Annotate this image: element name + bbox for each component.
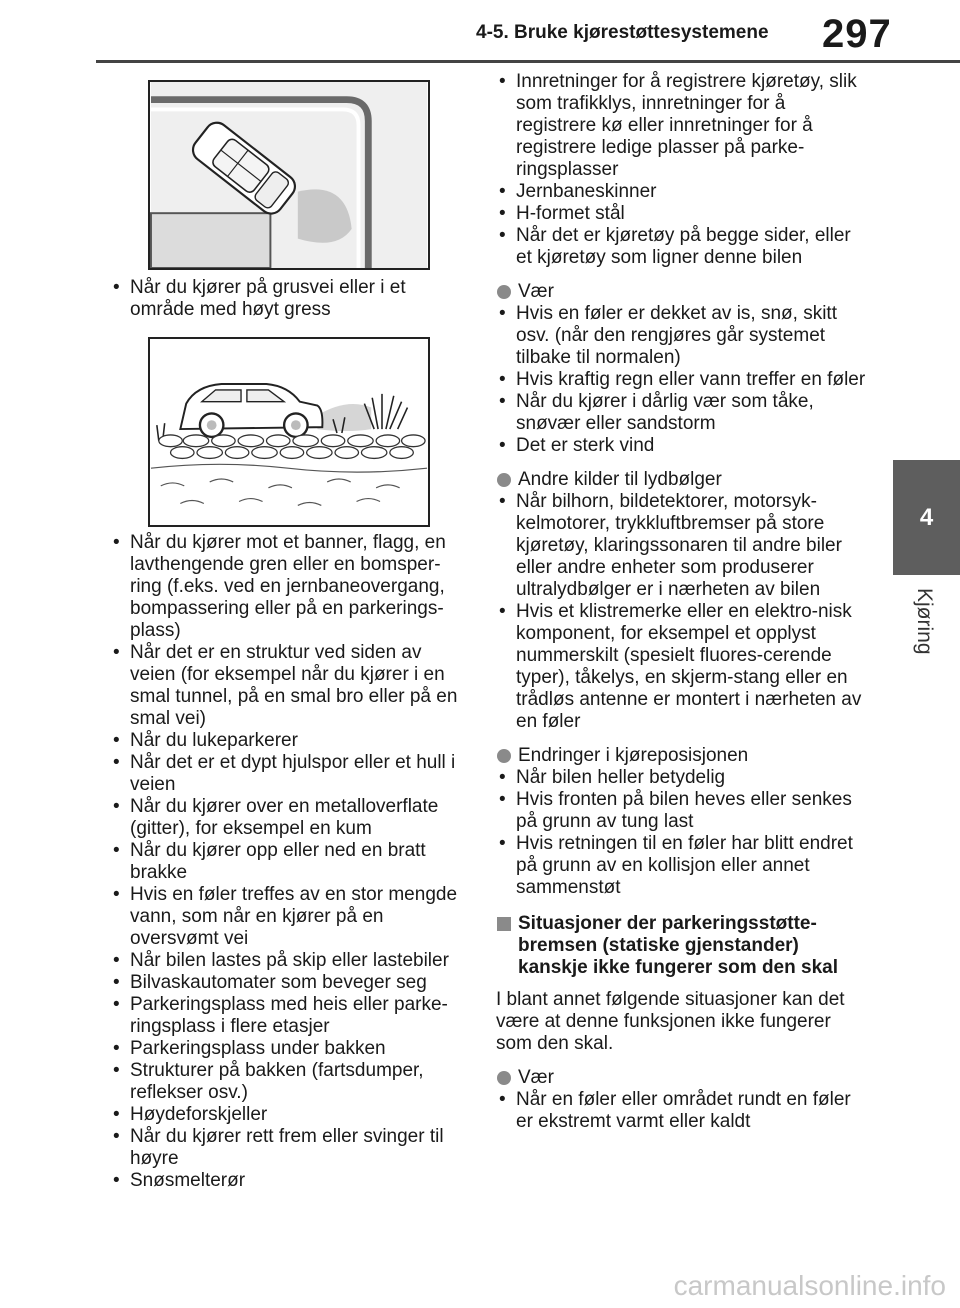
illustration-car-turning — [148, 80, 430, 270]
bullet-list — [496, 767, 866, 899]
circle-bullet-icon — [497, 285, 511, 299]
car-turning-drawing — [150, 82, 428, 268]
bullet-list — [496, 71, 866, 269]
list-item: • Når du kjører rett frem eller svinger til høyre — [110, 1126, 470, 1170]
left-column-top — [110, 277, 470, 321]
list-item: • Når bilen lastes på skip eller lastebiler — [110, 950, 470, 972]
list-item: • Når det er et dypt hjulspor eller et hull i veien — [110, 752, 470, 796]
list-item: • Hvis fronten på bilen heves eller senkes på grunn av tung last — [496, 789, 866, 833]
bullet-list — [110, 532, 470, 1192]
category-groups — [496, 281, 866, 899]
list-item: • Innretninger for å registrere kjøretøy, slik som trafikklys, innretninger for å registrere kø eller innretninger for å registrere ledige plasser på parke-ringsplasser — [496, 71, 866, 181]
car-gravel-drawing — [150, 339, 428, 525]
square-bullet-icon — [497, 917, 511, 931]
list-item: • Hvis en føler treffes av en stor mengde vann, som når en kjører på en oversvømt vei — [110, 884, 470, 950]
list-item: • Når du kjører mot et banner, flagg, en lavthengende gren eller en bomsper-ring (f.eks. ved en jernbaneovergang, bompassering eller på en parkerings-plass) — [110, 532, 470, 642]
list-item: • Når bilhorn, bildetektorer, motorsyk-kelmotorer, trykkluftbremser på store kjøretøy, klaringssonaren til andre biler eller andre enheter som produserer ultralydbølger er i nærheten av bilen — [496, 491, 866, 601]
category-title: Vær — [518, 1067, 554, 1088]
list-item: • Jernbaneskinner — [496, 181, 866, 203]
section-heading — [496, 913, 866, 979]
list-item: • Når du kjører over en metalloverflate (gitter), for eksempel en kum — [110, 796, 470, 840]
list-item: • Når du lukeparkerer — [110, 730, 470, 752]
list-item: • H-formet stål — [496, 203, 866, 225]
list-item: • Bilvaskautomater som beveger seg — [110, 972, 470, 994]
category-title: Vær — [518, 281, 554, 302]
circle-bullet-icon — [497, 749, 511, 763]
chapter-title: 4-5. Bruke kjørestøttesystemene — [476, 22, 769, 43]
section-category — [496, 1067, 866, 1133]
list-item: • Snøsmelterør — [110, 1170, 470, 1192]
list-item: • Hvis retningen til en føler har blitt endret på grunn av en kollisjon eller annet sammenstøt — [496, 833, 866, 899]
bullet-list — [496, 1089, 866, 1133]
category-title: Endringer i kjøreposisjonen — [518, 745, 749, 766]
watermark: carmanualsonline.info — [673, 1270, 946, 1301]
chapter-tab: 4 — [893, 460, 960, 575]
circle-bullet-icon — [497, 473, 511, 487]
right-column — [496, 71, 866, 1133]
list-item: • Når en føler eller området rundt en føler er ekstremt varmt eller kaldt — [496, 1089, 866, 1133]
list-item: • Strukturer på bakken (fartsdumper, reflekser osv.) — [110, 1060, 470, 1104]
circle-bullet-icon — [497, 1071, 511, 1085]
chapter-tab-label: Kjøring — [913, 588, 936, 655]
list-item: • Høydeforskjeller — [110, 1104, 470, 1126]
list-item: • Parkeringsplass med heis eller parke-ringsplass i flere etasjer — [110, 994, 470, 1038]
list-item: • Hvis en føler er dekket av is, snø, skitt osv. (når den rengjøres går systemet tilbake til normalen) — [496, 303, 866, 369]
section-title: Situasjoner der parkeringsstøtte-bremsen (statiske gjenstander) kanskje ikke fungerer som den skal — [518, 913, 838, 978]
bullet-list — [496, 491, 866, 733]
illustration-car-gravel — [148, 337, 430, 527]
header-rule — [96, 60, 960, 63]
list-item: • Det er sterk vind — [496, 435, 866, 457]
list-item: • Når du kjører på grusvei eller i et område med høyt gress — [110, 277, 470, 321]
left-column-main — [110, 532, 470, 1192]
list-item: • Når du kjører opp eller ned en bratt brakke — [110, 840, 470, 884]
list-item: • Når det er kjøretøy på begge sider, eller et kjøretøy som ligner denne bilen — [496, 225, 866, 269]
category-heading — [496, 281, 866, 303]
category-heading — [496, 1067, 866, 1089]
list-item: • Hvis et klistremerke eller en elektro-nisk komponent, for eksempel et opplyst nummerskilt (spesielt fluores-cerende typer), tåkelys, en skjerm-stang eller en trådløs antenne er montert i nærheten av en føler — [496, 601, 866, 733]
category-title: Andre kilder til lydbølger — [518, 469, 722, 490]
list-item: • Når det er en struktur ved siden av veien (for eksempel når du kjører i en smal tunnel, på en smal bro eller på en smal vei) — [110, 642, 470, 730]
page-number: 297 — [822, 12, 892, 56]
section-paragraph: I blant annet følgende situasjoner kan det være at denne funksjonen ikke fungerer som den skal. — [496, 989, 845, 1054]
list-item: • Når du kjører i dårlig vær som tåke, snøvær eller sandstorm — [496, 391, 866, 435]
bullet-list — [496, 303, 866, 457]
category-heading — [496, 745, 866, 767]
category-heading — [496, 469, 866, 491]
list-item: • Hvis kraftig regn eller vann treffer en føler — [496, 369, 866, 391]
bullet-list — [110, 277, 470, 321]
list-item: • Når bilen heller betydelig — [496, 767, 866, 789]
list-item: • Parkeringsplass under bakken — [110, 1038, 470, 1060]
